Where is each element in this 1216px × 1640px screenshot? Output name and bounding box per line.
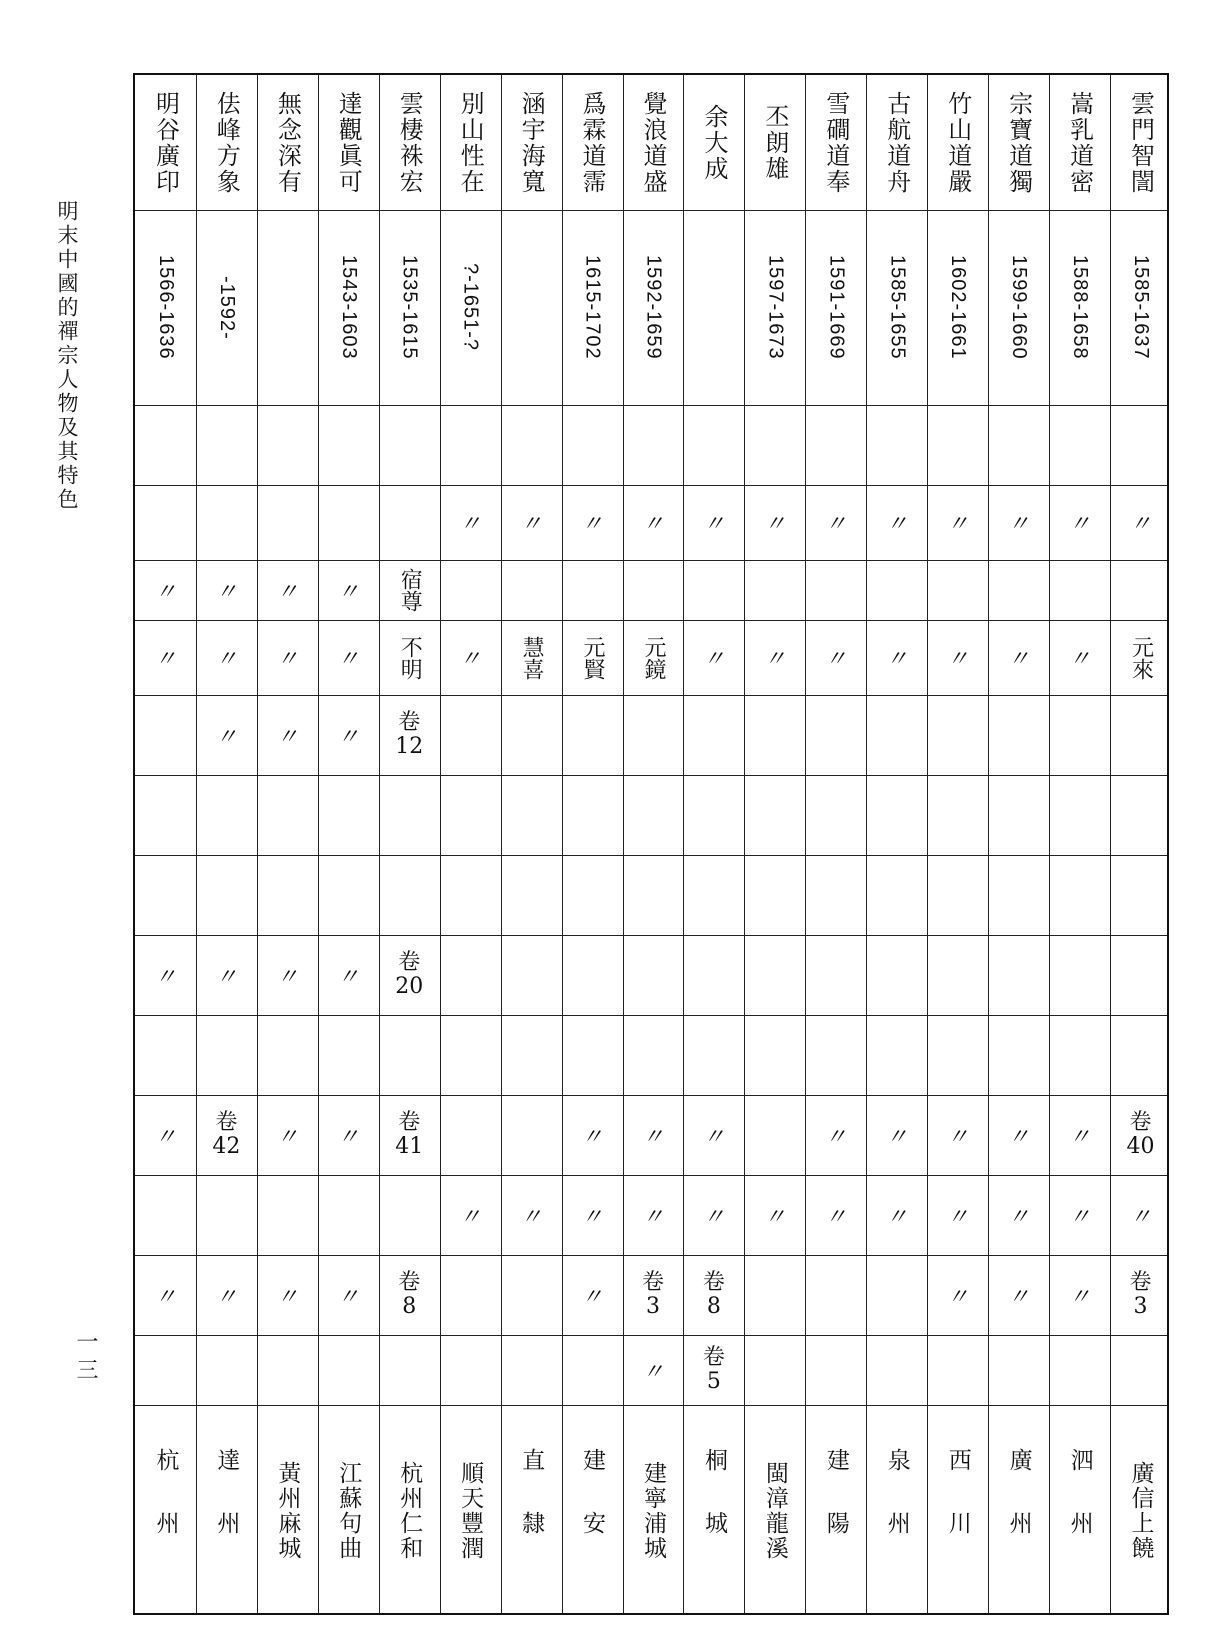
table-cell-place bbox=[683, 1405, 744, 1617]
birthplace: 閩漳龍溪 bbox=[761, 1461, 788, 1561]
person-name: 無念深有 bbox=[273, 90, 302, 195]
table-row-divider bbox=[135, 405, 1167, 406]
ditto-mark: 〃 bbox=[520, 512, 543, 537]
table-cell-c12 bbox=[379, 1255, 440, 1335]
table-cell-name bbox=[623, 75, 684, 210]
table-cell-c4 bbox=[501, 620, 562, 695]
table-cell-c11 bbox=[623, 1175, 684, 1255]
table-cell-c12 bbox=[318, 1255, 379, 1335]
person-name: 竹山道嚴 bbox=[943, 90, 972, 195]
table-cell-years bbox=[866, 210, 927, 405]
ditto-mark: 〃 bbox=[1068, 512, 1091, 537]
person-name: 古航道舟 bbox=[882, 90, 911, 195]
table-cell-years bbox=[805, 210, 866, 405]
ditto-mark: 〃 bbox=[215, 579, 238, 605]
ditto-mark: 〃 bbox=[520, 1204, 543, 1230]
ditto-mark: 〃 bbox=[641, 1204, 664, 1230]
table-cell-name bbox=[196, 75, 257, 210]
table-cell-c12 bbox=[135, 1255, 196, 1335]
table-cell-c11 bbox=[866, 1175, 927, 1255]
table-cell-place bbox=[744, 1405, 805, 1617]
ditto-mark: 〃 bbox=[1068, 647, 1091, 672]
table-cell-place bbox=[501, 1405, 562, 1617]
person-name: 丕朗雄 bbox=[760, 103, 789, 182]
table-cell-c12 bbox=[196, 1255, 257, 1335]
book-title: 明末中國的禪宗人物及其特色 bbox=[55, 200, 79, 512]
ditto-mark: 〃 bbox=[1007, 512, 1030, 537]
table-cell-years bbox=[562, 210, 623, 405]
table-cell-place bbox=[135, 1405, 196, 1617]
table-row-divider bbox=[135, 1015, 1167, 1016]
table-cell-years bbox=[988, 210, 1049, 405]
table-cell-c4 bbox=[866, 620, 927, 695]
table-cell-c2 bbox=[927, 485, 988, 560]
ditto-mark: 〃 bbox=[215, 1284, 238, 1310]
table-cell-c3 bbox=[318, 560, 379, 620]
ditto-mark: 〃 bbox=[641, 1359, 664, 1385]
table-cell-c2 bbox=[988, 485, 1049, 560]
volume-reference: 卷 3 bbox=[641, 1270, 664, 1319]
table-cell-c10 bbox=[623, 1095, 684, 1175]
ditto-mark: 〃 bbox=[581, 1204, 604, 1230]
table-cell-c12 bbox=[623, 1255, 684, 1335]
table-cell-years bbox=[135, 210, 196, 405]
ditto-mark: 〃 bbox=[276, 647, 299, 672]
table-cell-c13 bbox=[683, 1335, 744, 1405]
table-cell-place bbox=[1049, 1405, 1110, 1617]
life-years: 1585-1637 bbox=[1130, 255, 1153, 360]
table-cell-c4 bbox=[379, 620, 440, 695]
ditto-mark: 〃 bbox=[885, 1204, 908, 1230]
table-cell-c11 bbox=[440, 1175, 501, 1255]
ditto-mark: 〃 bbox=[276, 1284, 299, 1310]
table-cell-c11 bbox=[562, 1175, 623, 1255]
person-name: 明谷廣印 bbox=[151, 90, 180, 195]
birthplace: 建寧浦城 bbox=[639, 1461, 666, 1561]
table-cell-place bbox=[1110, 1405, 1171, 1617]
life-years: ?-1651-? bbox=[459, 263, 482, 352]
birthplace: 直隸 bbox=[518, 1448, 545, 1574]
birthplace: 達州 bbox=[213, 1448, 240, 1574]
ditto-mark: 〃 bbox=[824, 647, 847, 672]
table-cell-years bbox=[440, 210, 501, 405]
life-years: 1615-1702 bbox=[581, 255, 604, 360]
teacher-name: 元鏡 bbox=[640, 635, 666, 680]
table-cell-c2 bbox=[440, 485, 501, 560]
ditto-mark: 〃 bbox=[1007, 1204, 1030, 1230]
person-name: 宗寶道獨 bbox=[1004, 90, 1033, 195]
table-cell-name bbox=[501, 75, 562, 210]
ditto-mark: 〃 bbox=[154, 647, 177, 672]
birthplace: 廣州 bbox=[1005, 1448, 1032, 1574]
ditto-mark: 〃 bbox=[1007, 1284, 1030, 1310]
table-cell-c10 bbox=[988, 1095, 1049, 1175]
table-cell-c11 bbox=[927, 1175, 988, 1255]
ditto-mark: 〃 bbox=[154, 964, 177, 990]
table-cell-c10 bbox=[257, 1095, 318, 1175]
table-cell-c2 bbox=[744, 485, 805, 560]
table-row-divider bbox=[135, 775, 1167, 776]
table-cell-c10 bbox=[927, 1095, 988, 1175]
table-cell-c2 bbox=[805, 485, 866, 560]
table-row-divider bbox=[135, 855, 1167, 856]
volume-reference: 卷 20 bbox=[395, 950, 424, 999]
volume-reference: 卷 8 bbox=[398, 1270, 421, 1319]
table-cell-c2 bbox=[866, 485, 927, 560]
ditto-mark: 〃 bbox=[885, 512, 908, 537]
table-cell-c11 bbox=[988, 1175, 1049, 1255]
table-cell-place bbox=[562, 1405, 623, 1617]
table-cell-name bbox=[744, 75, 805, 210]
table-cell-c10 bbox=[866, 1095, 927, 1175]
birthplace: 泗州 bbox=[1066, 1448, 1093, 1574]
life-years: 1592-1659 bbox=[642, 255, 665, 360]
table-cell-c3 bbox=[135, 560, 196, 620]
ditto-mark: 〃 bbox=[1129, 1204, 1152, 1230]
table-cell-name bbox=[927, 75, 988, 210]
table-cell-c12 bbox=[562, 1255, 623, 1335]
ditto-mark: 〃 bbox=[702, 1124, 725, 1150]
teacher-name: 慧喜 bbox=[519, 635, 545, 680]
table-cell-c11 bbox=[501, 1175, 562, 1255]
table-cell-c3 bbox=[196, 560, 257, 620]
ditto-mark: 〃 bbox=[1129, 512, 1152, 537]
person-name: 覺浪道盛 bbox=[638, 90, 667, 195]
life-years: -1592- bbox=[215, 275, 238, 340]
person-name: 嵩乳道密 bbox=[1065, 90, 1094, 195]
ditto-mark: 〃 bbox=[215, 724, 238, 750]
table-cell-name bbox=[866, 75, 927, 210]
table-cell-c8 bbox=[257, 935, 318, 1015]
table-cell-c8 bbox=[135, 935, 196, 1015]
person-name: 別山性在 bbox=[456, 90, 485, 195]
table-cell-name bbox=[379, 75, 440, 210]
ditto-mark: 〃 bbox=[824, 512, 847, 537]
life-years: 1597-1673 bbox=[764, 255, 787, 360]
ditto-mark: 〃 bbox=[459, 1204, 482, 1230]
table-cell-c5 bbox=[196, 695, 257, 775]
table-cell-name bbox=[1110, 75, 1171, 210]
ditto-mark: 〃 bbox=[337, 1124, 360, 1150]
table-cell-name bbox=[562, 75, 623, 210]
table-cell-name bbox=[988, 75, 1049, 210]
table-cell-years bbox=[318, 210, 379, 405]
table-cell-c4 bbox=[805, 620, 866, 695]
ditto-mark: 〃 bbox=[885, 1124, 908, 1150]
ditto-mark: 〃 bbox=[946, 1124, 969, 1150]
table-cell-place bbox=[805, 1405, 866, 1617]
person-name: 雪磵道奉 bbox=[821, 90, 850, 195]
life-years: 1591-1669 bbox=[825, 255, 848, 360]
table-cell-name bbox=[1049, 75, 1110, 210]
table-cell-place bbox=[318, 1405, 379, 1617]
ditto-mark: 〃 bbox=[946, 1284, 969, 1310]
ditto-mark: 〃 bbox=[946, 512, 969, 537]
person-name: 涵宇海寬 bbox=[517, 90, 546, 195]
life-years: 1588-1658 bbox=[1069, 255, 1092, 360]
table-cell-c10 bbox=[318, 1095, 379, 1175]
birthplace: 建安 bbox=[579, 1448, 606, 1574]
ditto-mark: 〃 bbox=[459, 647, 482, 672]
person-name: 爲霖道霈 bbox=[578, 90, 607, 195]
life-years: 1566-1636 bbox=[154, 255, 177, 360]
ditto-mark: 〃 bbox=[1007, 647, 1030, 672]
table-cell-c4 bbox=[1110, 620, 1171, 695]
ditto-mark: 〃 bbox=[337, 579, 360, 605]
volume-reference: 卷 12 bbox=[395, 710, 424, 759]
birthplace: 西川 bbox=[944, 1448, 971, 1574]
table-cell-c8 bbox=[379, 935, 440, 1015]
table-cell-place bbox=[257, 1405, 318, 1617]
table-cell-c4 bbox=[683, 620, 744, 695]
volume-reference: 卷 3 bbox=[1129, 1270, 1152, 1319]
ditto-mark: 〃 bbox=[337, 724, 360, 750]
ditto-mark: 〃 bbox=[763, 1204, 786, 1230]
table-cell-c4 bbox=[135, 620, 196, 695]
table-cell-c5 bbox=[257, 695, 318, 775]
teacher-name: 元賢 bbox=[580, 635, 606, 680]
table-cell-c13 bbox=[623, 1335, 684, 1405]
ditto-mark: 〃 bbox=[946, 647, 969, 672]
ditto-mark: 〃 bbox=[702, 1204, 725, 1230]
table-cell-c4 bbox=[257, 620, 318, 695]
table-cell-c10 bbox=[805, 1095, 866, 1175]
table-cell-c12 bbox=[927, 1255, 988, 1335]
birthplace: 建陽 bbox=[822, 1448, 849, 1574]
ditto-mark: 〃 bbox=[824, 1124, 847, 1150]
data-table bbox=[133, 73, 1169, 1615]
birthplace: 黃州麻城 bbox=[274, 1461, 301, 1561]
volume-reference: 卷 41 bbox=[395, 1110, 424, 1159]
table-cell-c8 bbox=[318, 935, 379, 1015]
ditto-mark: 〃 bbox=[276, 964, 299, 990]
ditto-mark: 〃 bbox=[276, 724, 299, 750]
ditto-mark: 〃 bbox=[824, 1204, 847, 1230]
table-cell-name bbox=[135, 75, 196, 210]
table-column-divider bbox=[257, 75, 258, 1613]
table-cell-c4 bbox=[1049, 620, 1110, 695]
ditto-mark: 〃 bbox=[641, 512, 664, 537]
ditto-mark: 〃 bbox=[763, 512, 786, 537]
table-cell-c11 bbox=[1110, 1175, 1171, 1255]
table-cell-c11 bbox=[683, 1175, 744, 1255]
volume-reference: 卷 5 bbox=[702, 1345, 725, 1394]
ditto-mark: 〃 bbox=[337, 1284, 360, 1310]
table-cell-c5 bbox=[318, 695, 379, 775]
ditto-mark: 〃 bbox=[154, 579, 177, 605]
table-cell-years bbox=[623, 210, 684, 405]
table-cell-place bbox=[988, 1405, 1049, 1617]
table-cell-c11 bbox=[805, 1175, 866, 1255]
table-cell-place bbox=[440, 1405, 501, 1617]
table-column-divider bbox=[501, 75, 502, 1613]
ditto-mark: 〃 bbox=[1007, 1124, 1030, 1150]
volume-reference: 卷 8 bbox=[702, 1270, 725, 1319]
ditto-mark: 〃 bbox=[581, 1124, 604, 1150]
table-cell-c2 bbox=[1110, 485, 1171, 560]
person-name: 雲門智誾 bbox=[1126, 90, 1155, 195]
table-cell-c11 bbox=[1049, 1175, 1110, 1255]
life-years: 1585-1655 bbox=[886, 255, 909, 360]
table-cell-name bbox=[257, 75, 318, 210]
ditto-mark: 〃 bbox=[1068, 1124, 1091, 1150]
table-cell-place bbox=[927, 1405, 988, 1617]
table-cell-c4 bbox=[562, 620, 623, 695]
table-cell-c4 bbox=[196, 620, 257, 695]
ditto-mark: 〃 bbox=[702, 512, 725, 537]
table-cell-c11 bbox=[744, 1175, 805, 1255]
table-cell-c12 bbox=[683, 1255, 744, 1335]
birthplace: 桐城 bbox=[700, 1448, 727, 1574]
table-cell-name bbox=[318, 75, 379, 210]
table-cell-c4 bbox=[744, 620, 805, 695]
person-name: 佉峰方象 bbox=[212, 90, 241, 195]
table-cell-c2 bbox=[501, 485, 562, 560]
table-cell-c12 bbox=[257, 1255, 318, 1335]
table-cell-c2 bbox=[562, 485, 623, 560]
table-cell-c5 bbox=[379, 695, 440, 775]
birthplace: 江蘇句曲 bbox=[335, 1461, 362, 1561]
birthplace: 順天豐潤 bbox=[457, 1461, 484, 1561]
table-cell-name bbox=[805, 75, 866, 210]
table-cell-c4 bbox=[988, 620, 1049, 695]
life-years: 1602-1661 bbox=[947, 255, 970, 360]
ditto-mark: 〃 bbox=[946, 1204, 969, 1230]
ditto-mark: 〃 bbox=[581, 1284, 604, 1310]
ditto-mark: 〃 bbox=[276, 1124, 299, 1150]
ditto-mark: 〃 bbox=[154, 1124, 177, 1150]
person-name: 達觀眞可 bbox=[334, 90, 363, 195]
table-cell-years bbox=[744, 210, 805, 405]
ditto-mark: 〃 bbox=[337, 647, 360, 672]
ditto-mark: 〃 bbox=[154, 1284, 177, 1310]
person-name: 余大成 bbox=[699, 103, 728, 182]
table-cell-place bbox=[379, 1405, 440, 1617]
table-cell-years bbox=[927, 210, 988, 405]
life-years: 1543-1603 bbox=[337, 255, 360, 360]
page-number: 一三 bbox=[73, 1330, 98, 1386]
teacher-name: 元來 bbox=[1128, 635, 1154, 680]
table-cell-c10 bbox=[562, 1095, 623, 1175]
ditto-mark: 〃 bbox=[641, 1124, 664, 1150]
life-years: 1535-1615 bbox=[398, 255, 421, 360]
table-cell-place bbox=[196, 1405, 257, 1617]
table-cell-c10 bbox=[683, 1095, 744, 1175]
table-cell-name bbox=[683, 75, 744, 210]
person-name: 雲棲袾宏 bbox=[395, 90, 424, 195]
ditto-mark: 〃 bbox=[337, 964, 360, 990]
ditto-mark: 〃 bbox=[215, 964, 238, 990]
table-cell-name bbox=[440, 75, 501, 210]
table-cell-c2 bbox=[683, 485, 744, 560]
table-cell-place bbox=[866, 1405, 927, 1617]
table-cell-c10 bbox=[1110, 1095, 1171, 1175]
ditto-mark: 〃 bbox=[1068, 1284, 1091, 1310]
ditto-mark: 〃 bbox=[276, 579, 299, 605]
table-cell-c2 bbox=[623, 485, 684, 560]
ditto-mark: 〃 bbox=[763, 647, 786, 672]
table-cell-c10 bbox=[379, 1095, 440, 1175]
ditto-mark: 〃 bbox=[885, 647, 908, 672]
teacher-name: 不明 bbox=[397, 635, 423, 680]
volume-reference: 卷 40 bbox=[1126, 1110, 1155, 1159]
table-cell-c10 bbox=[196, 1095, 257, 1175]
table-cell-years bbox=[1110, 210, 1171, 405]
ditto-mark: 〃 bbox=[1068, 1204, 1091, 1230]
table-cell-c12 bbox=[1110, 1255, 1171, 1335]
ditto-mark: 〃 bbox=[702, 647, 725, 672]
birthplace: 杭州仁和 bbox=[396, 1461, 423, 1561]
life-years: 1599-1660 bbox=[1008, 255, 1031, 360]
ditto-mark: 〃 bbox=[215, 647, 238, 672]
table-cell-c4 bbox=[927, 620, 988, 695]
table-cell-years bbox=[196, 210, 257, 405]
table-cell-c4 bbox=[318, 620, 379, 695]
table-cell-c10 bbox=[135, 1095, 196, 1175]
birthplace: 杭州 bbox=[152, 1448, 179, 1574]
table-cell-years bbox=[1049, 210, 1110, 405]
table-cell-c3 bbox=[257, 560, 318, 620]
birthplace: 廣信上饒 bbox=[1127, 1461, 1154, 1561]
table-cell-place bbox=[623, 1405, 684, 1617]
teacher-name: 宿尊 bbox=[397, 568, 423, 612]
ditto-mark: 〃 bbox=[581, 512, 604, 537]
table-cell-c2 bbox=[1049, 485, 1110, 560]
ditto-mark: 〃 bbox=[459, 512, 482, 537]
volume-reference: 卷 42 bbox=[212, 1110, 241, 1159]
table-cell-c12 bbox=[1049, 1255, 1110, 1335]
table-cell-c4 bbox=[623, 620, 684, 695]
birthplace: 泉州 bbox=[883, 1448, 910, 1574]
table-cell-c12 bbox=[988, 1255, 1049, 1335]
table-cell-c10 bbox=[1049, 1095, 1110, 1175]
table-cell-c3 bbox=[379, 560, 440, 620]
table-cell-years bbox=[379, 210, 440, 405]
table-cell-c4 bbox=[440, 620, 501, 695]
table-cell-c8 bbox=[196, 935, 257, 1015]
